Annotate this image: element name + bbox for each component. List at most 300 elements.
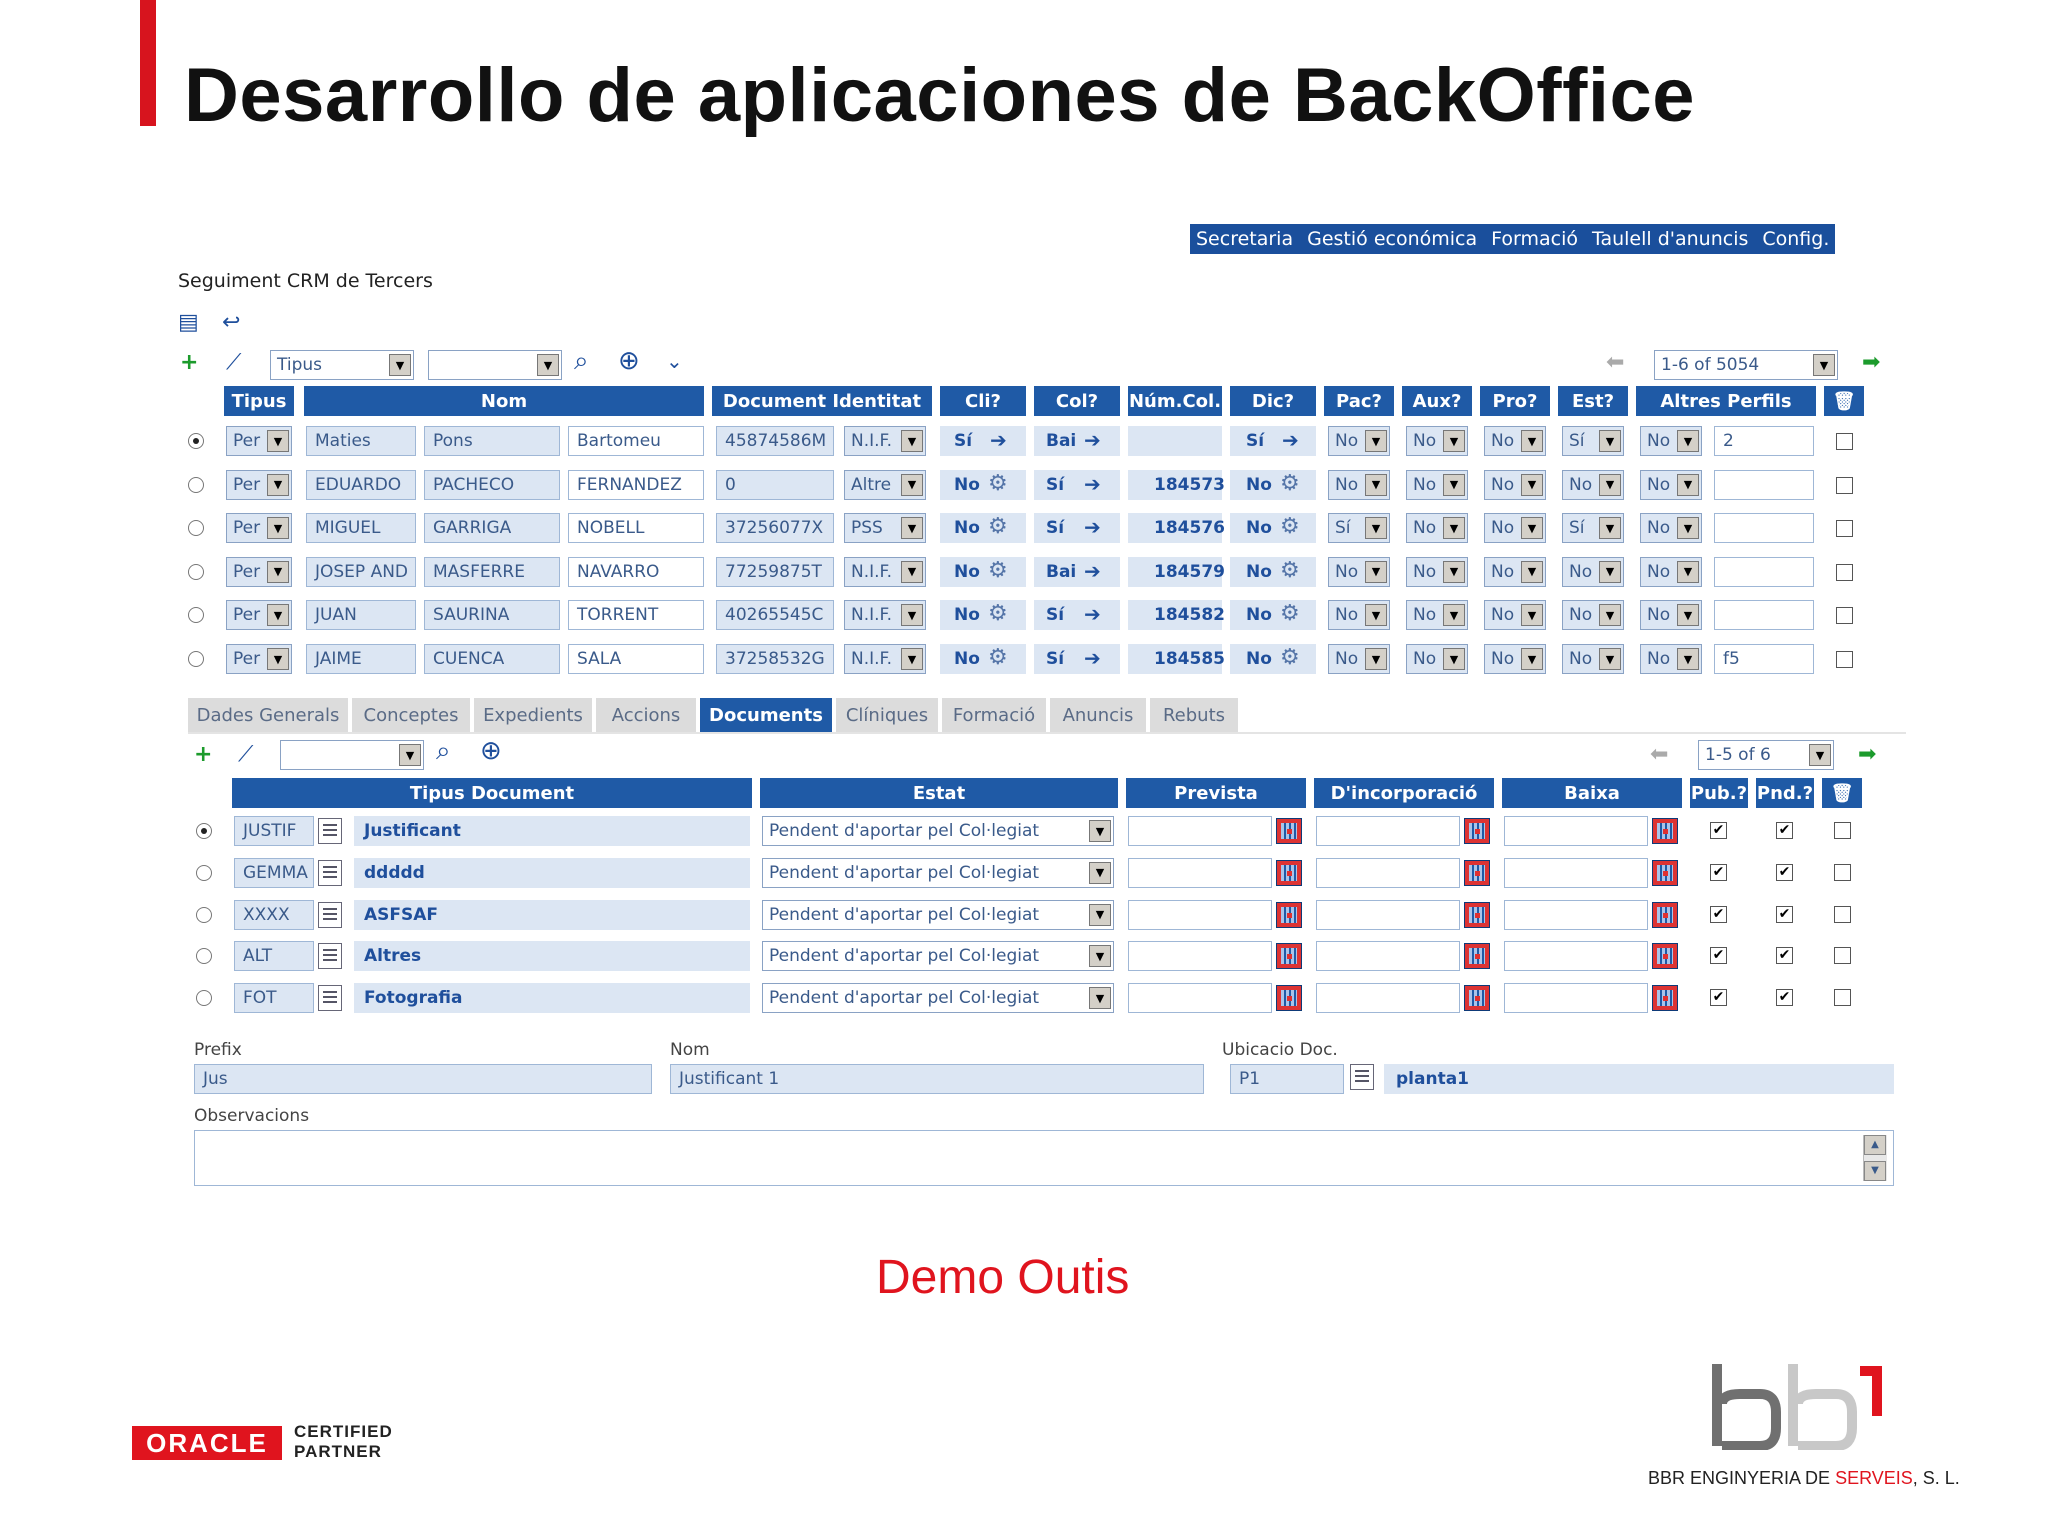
- chevron-down-icon: ▼: [1089, 945, 1111, 967]
- pro-select-value: No: [1491, 561, 1515, 582]
- pro-select-value: No: [1491, 518, 1515, 539]
- row-select-radio[interactable]: [188, 477, 204, 493]
- document-field[interactable]: 40265545C: [716, 600, 834, 630]
- textarea-scrollbar[interactable]: [1863, 1135, 1887, 1181]
- estat-select[interactable]: [762, 983, 1114, 1013]
- pnd-checkbox[interactable]: ✔: [1776, 947, 1793, 964]
- prevista-date-field[interactable]: [1128, 816, 1272, 846]
- nav-config[interactable]: Config.: [1762, 228, 1830, 250]
- calendar-icon[interactable]: [1464, 985, 1490, 1011]
- calendar-icon[interactable]: [1464, 943, 1490, 969]
- pac-select[interactable]: [1328, 557, 1390, 587]
- extra-field[interactable]: [1714, 470, 1814, 500]
- prevista-date-field[interactable]: [1128, 983, 1272, 1013]
- chevron-down-icon: ▼: [1599, 474, 1621, 496]
- altres-select[interactable]: [1640, 470, 1702, 500]
- chevron-down-icon: ▼: [1599, 517, 1621, 539]
- pnd-checkbox[interactable]: ✔: [1776, 906, 1793, 923]
- filter-value-select[interactable]: [428, 350, 562, 380]
- doctype-select-value: N.I.F.: [851, 431, 892, 451]
- estat-select[interactable]: [762, 858, 1114, 888]
- pager-select[interactable]: [1654, 350, 1838, 380]
- chevron-down-icon: ▼: [267, 561, 289, 583]
- chevron-down-icon: ▼: [1677, 561, 1699, 583]
- delete-column-icon[interactable]: 🗑: [1822, 778, 1862, 808]
- col-col[interactable]: Col?: [1034, 386, 1120, 416]
- aux-select[interactable]: [1406, 557, 1468, 587]
- incorporacio-date-field[interactable]: [1316, 983, 1460, 1013]
- numcol-value: 184573: [1154, 474, 1225, 495]
- aux-select[interactable]: [1406, 513, 1468, 543]
- calendar-icon[interactable]: [1652, 860, 1678, 886]
- gear-icon[interactable]: ⚙: [988, 470, 1008, 496]
- doc-code-field[interactable]: ALT: [234, 941, 314, 971]
- col-num-col[interactable]: Núm.Col.: [1128, 386, 1222, 416]
- delete-checkbox[interactable]: [1834, 822, 1851, 839]
- nom-field[interactable]: EDUARDO: [306, 470, 416, 500]
- search-icon[interactable]: ⌕: [574, 346, 589, 376]
- extra-field[interactable]: 2: [1714, 426, 1814, 456]
- baixa-date-field[interactable]: [1504, 983, 1648, 1013]
- incorporacio-date-field[interactable]: [1316, 941, 1460, 971]
- incorporacio-date-field[interactable]: [1316, 900, 1460, 930]
- col-estat[interactable]: Estat: [760, 778, 1118, 808]
- gear-icon[interactable]: ⚙: [1280, 514, 1300, 540]
- est-select[interactable]: [1562, 644, 1624, 674]
- doctype-select[interactable]: [844, 557, 926, 587]
- list-lookup-icon[interactable]: [318, 985, 342, 1011]
- tipus-select[interactable]: [226, 600, 292, 630]
- calendar-icon[interactable]: [1652, 985, 1678, 1011]
- nom-field[interactable]: Justificant 1: [670, 1064, 1204, 1094]
- arrow-right-icon[interactable]: ➔: [990, 428, 1007, 452]
- calendar-icon[interactable]: [1276, 902, 1302, 928]
- gear-icon[interactable]: ⚙: [988, 557, 1008, 583]
- pro-select-value: No: [1491, 431, 1515, 451]
- tipus-select-value: Per: [233, 649, 261, 669]
- aux-select[interactable]: [1406, 644, 1468, 674]
- chevron-down-icon: ▼: [901, 561, 923, 583]
- cognom2-field[interactable]: SALA: [568, 644, 704, 674]
- calendar-icon[interactable]: [1652, 902, 1678, 928]
- gear-icon[interactable]: ⚙: [988, 645, 1008, 670]
- col-altres-perfils[interactable]: Altres Perfils: [1636, 386, 1816, 416]
- tab-anuncis[interactable]: Anuncis: [1050, 698, 1148, 732]
- cognom2-field[interactable]: TORRENT: [568, 600, 704, 630]
- chevron-down-icon: ▼: [1521, 474, 1543, 496]
- chevron-down-icon: ▼: [901, 648, 923, 670]
- gear-icon[interactable]: ⚙: [988, 601, 1008, 627]
- expand-icon[interactable]: ⌄: [666, 349, 683, 373]
- next-page-icon[interactable]: ➡: [1858, 742, 1877, 767]
- chevron-down-icon: ▼: [267, 648, 289, 670]
- pro-select[interactable]: [1484, 426, 1546, 456]
- wand-icon[interactable]: ⟋: [226, 350, 242, 375]
- doc-pager-select[interactable]: [1698, 740, 1834, 770]
- aux-select-value: No: [1413, 605, 1437, 626]
- pro-select-value: No: [1491, 649, 1515, 669]
- doctype-select-value: N.I.F.: [851, 649, 892, 669]
- altres-select[interactable]: [1640, 426, 1702, 456]
- tab-dades-generals[interactable]: Dades Generals: [188, 698, 350, 732]
- pnd-checkbox[interactable]: ✔: [1776, 822, 1793, 839]
- arrow-right-icon[interactable]: ➔: [1084, 471, 1101, 496]
- chevron-down-icon: ▼: [1521, 517, 1543, 539]
- pub-checkbox[interactable]: ✔: [1710, 947, 1727, 964]
- calendar-icon[interactable]: [1652, 818, 1678, 844]
- gear-icon[interactable]: ⚙: [1280, 645, 1300, 670]
- calendar-icon[interactable]: [1652, 943, 1678, 969]
- doctype-select[interactable]: [844, 513, 926, 543]
- delete-checkbox[interactable]: [1834, 947, 1851, 964]
- estat-select-value: Pendent d'aportar pel Col·legiat: [769, 821, 1040, 841]
- numcol-value: 184582: [1154, 605, 1225, 626]
- delete-checkbox[interactable]: [1836, 607, 1853, 624]
- cognom2-field[interactable]: FERNANDEZ: [568, 470, 704, 500]
- delete-checkbox[interactable]: [1836, 477, 1853, 494]
- chevron-down-icon: ▼: [389, 354, 411, 376]
- altres-select[interactable]: [1640, 513, 1702, 543]
- incorporacio-date-field[interactable]: [1316, 816, 1460, 846]
- chevron-down-icon: ▼: [1813, 354, 1835, 376]
- tab-cliniques[interactable]: Clíniques: [836, 698, 940, 732]
- pro-select[interactable]: [1484, 470, 1546, 500]
- dic-value: No: [1246, 474, 1272, 495]
- tab-rebuts[interactable]: Rebuts: [1150, 698, 1240, 732]
- pnd-checkbox[interactable]: ✔: [1776, 989, 1793, 1006]
- delete-checkbox[interactable]: [1834, 989, 1851, 1006]
- col-pub[interactable]: Pub.?: [1690, 778, 1748, 808]
- chevron-down-icon: ▼: [901, 517, 923, 539]
- aux-select[interactable]: [1406, 470, 1468, 500]
- calendar-icon[interactable]: [1276, 943, 1302, 969]
- est-select[interactable]: [1562, 600, 1624, 630]
- cli-cell: [940, 426, 1026, 456]
- scroll-up-icon[interactable]: ▲: [1864, 1135, 1886, 1155]
- calendar-icon[interactable]: [1276, 818, 1302, 844]
- doc-code-field[interactable]: JUSTIF: [234, 816, 314, 846]
- bbr-logo: [1710, 1364, 1890, 1450]
- list-lookup-icon[interactable]: [318, 860, 342, 886]
- chevron-down-icon: ▼: [1443, 474, 1465, 496]
- col-pro[interactable]: Pro?: [1480, 386, 1550, 416]
- pro-select-value: No: [1491, 605, 1515, 626]
- calendar-icon[interactable]: [1464, 860, 1490, 886]
- est-select[interactable]: [1562, 426, 1624, 456]
- cli-value: Sí: [954, 431, 973, 451]
- col-tipus-document[interactable]: Tipus Document: [232, 778, 752, 808]
- zoom-in-icon[interactable]: ⊕: [618, 346, 640, 376]
- estat-select[interactable]: [762, 941, 1114, 971]
- row-select-radio[interactable]: [188, 651, 204, 667]
- doctype-select[interactable]: [844, 470, 926, 500]
- bbr-company-name: [1648, 1468, 1960, 1489]
- pub-checkbox[interactable]: ✔: [1710, 822, 1727, 839]
- incorporacio-date-field[interactable]: [1316, 858, 1460, 888]
- col-prevista[interactable]: Prevista: [1126, 778, 1306, 808]
- doc-row-select-radio[interactable]: [196, 907, 212, 923]
- baixa-date-field[interactable]: [1504, 816, 1648, 846]
- baixa-date-field[interactable]: [1504, 900, 1648, 930]
- document-field[interactable]: 77259875T: [716, 557, 834, 587]
- arrow-right-icon[interactable]: ➔: [1084, 515, 1101, 540]
- tipus-select[interactable]: [226, 470, 292, 500]
- cognom1-field[interactable]: CUENCA: [424, 644, 560, 674]
- arrow-right-icon[interactable]: ➔: [1282, 428, 1299, 452]
- cognom2-field[interactable]: Bartomeu: [568, 426, 704, 456]
- doc-row-select-radio[interactable]: [196, 823, 212, 839]
- estat-select[interactable]: [762, 900, 1114, 930]
- pac-select[interactable]: [1328, 426, 1390, 456]
- col-pnd[interactable]: Pnd.?: [1756, 778, 1814, 808]
- next-page-icon[interactable]: ➡: [1862, 350, 1881, 375]
- arrow-right-icon[interactable]: ➔: [1084, 558, 1101, 583]
- demo-caption: Demo Outis: [876, 1251, 1130, 1304]
- delete-checkbox[interactable]: [1834, 864, 1851, 881]
- add-icon[interactable]: +: [194, 742, 213, 767]
- col-incorporacio[interactable]: D'incorporació: [1314, 778, 1494, 808]
- extra-field[interactable]: [1714, 600, 1814, 630]
- calendar-icon[interactable]: [1276, 985, 1302, 1011]
- pro-select[interactable]: [1484, 513, 1546, 543]
- delete-checkbox[interactable]: [1836, 433, 1853, 450]
- altres-select[interactable]: [1640, 644, 1702, 674]
- add-icon[interactable]: +: [180, 350, 199, 375]
- altres-select-value: No: [1647, 431, 1671, 451]
- aux-select[interactable]: [1406, 600, 1468, 630]
- nom-field[interactable]: MIGUEL: [306, 513, 416, 543]
- extra-field[interactable]: [1714, 513, 1814, 543]
- cli-value: No: [954, 649, 980, 669]
- list-lookup-icon[interactable]: [318, 902, 342, 928]
- delete-column-icon[interactable]: 🗑: [1824, 386, 1864, 416]
- prevista-date-field[interactable]: [1128, 900, 1272, 930]
- chevron-down-icon: ▼: [267, 474, 289, 496]
- tipus-select-value: Per: [233, 561, 261, 582]
- dic-cell: [1230, 557, 1316, 587]
- extra-field[interactable]: [1714, 557, 1814, 587]
- pro-select[interactable]: [1484, 644, 1546, 674]
- nav-secretaria[interactable]: Secretaria: [1196, 228, 1294, 250]
- tab-documents[interactable]: Documents: [700, 698, 834, 732]
- aux-select-value: No: [1413, 649, 1437, 669]
- nom-field[interactable]: JAIME: [306, 644, 416, 674]
- extra-field[interactable]: f5: [1714, 644, 1814, 674]
- delete-checkbox[interactable]: [1834, 906, 1851, 923]
- pro-select[interactable]: [1484, 600, 1546, 630]
- list-lookup-icon[interactable]: [318, 943, 342, 969]
- doc-row-select-radio[interactable]: [196, 948, 212, 964]
- calendar-icon[interactable]: [1464, 902, 1490, 928]
- document-field[interactable]: 45874586M: [716, 426, 834, 456]
- page-title: Seguiment CRM de Tercers: [178, 270, 433, 292]
- pnd-checkbox[interactable]: ✔: [1776, 864, 1793, 881]
- chevron-down-icon: ▼: [1809, 744, 1831, 766]
- tipus-select[interactable]: [226, 644, 292, 674]
- tab-divider: [188, 732, 1906, 734]
- aux-select-value: No: [1413, 518, 1437, 539]
- cognom1-field[interactable]: MASFERRE: [424, 557, 560, 587]
- nav-formacio[interactable]: Formació: [1491, 228, 1578, 250]
- list-lookup-icon[interactable]: [318, 818, 342, 844]
- altres-select[interactable]: [1640, 600, 1702, 630]
- prevista-date-field[interactable]: [1128, 858, 1272, 888]
- doc-filter-select[interactable]: [280, 740, 424, 770]
- gear-icon[interactable]: ⚙: [1280, 601, 1300, 627]
- tipus-select[interactable]: [226, 513, 292, 543]
- cognom2-field[interactable]: NOBELL: [568, 513, 704, 543]
- numcol-value: 184585: [1154, 649, 1225, 669]
- col-pac[interactable]: Pac?: [1324, 386, 1394, 416]
- aux-select-value: No: [1413, 561, 1437, 582]
- pac-select[interactable]: [1328, 513, 1390, 543]
- cognom1-field[interactable]: GARRIGA: [424, 513, 560, 543]
- row-select-radio[interactable]: [188, 433, 204, 449]
- delete-checkbox[interactable]: [1836, 564, 1853, 581]
- tipus-select[interactable]: [226, 557, 292, 587]
- doc-row-select-radio[interactable]: [196, 865, 212, 881]
- pac-select[interactable]: [1328, 644, 1390, 674]
- tab-formacio[interactable]: Formació: [942, 698, 1048, 732]
- cli-cell: [940, 644, 1026, 674]
- zoom-in-icon[interactable]: ⊕: [480, 736, 502, 766]
- row-select-radio[interactable]: [188, 520, 204, 536]
- ubicacio-code-field[interactable]: P1: [1230, 1064, 1344, 1094]
- tab-conceptes[interactable]: Conceptes: [352, 698, 472, 732]
- doctype-select[interactable]: [844, 644, 926, 674]
- prevista-date-field[interactable]: [1128, 941, 1272, 971]
- calendar-icon[interactable]: [1276, 860, 1302, 886]
- arrow-right-icon[interactable]: ➔: [1084, 646, 1101, 670]
- document-field[interactable]: 0: [716, 470, 834, 500]
- chevron-down-icon: ▼: [1443, 561, 1465, 583]
- col-aux[interactable]: Aux?: [1402, 386, 1472, 416]
- chevron-down-icon: ▼: [1365, 561, 1387, 583]
- cognom1-field[interactable]: Pons: [424, 426, 560, 456]
- col-cli[interactable]: Cli?: [940, 386, 1026, 416]
- est-select[interactable]: [1562, 557, 1624, 587]
- pub-checkbox[interactable]: ✔: [1710, 864, 1727, 881]
- observacions-textarea[interactable]: [194, 1130, 1894, 1186]
- cognom1-field[interactable]: PACHECO: [424, 470, 560, 500]
- back-icon[interactable]: ↩: [222, 310, 241, 335]
- nav-taulell-anuncis[interactable]: Taulell d'anuncis: [1591, 228, 1749, 250]
- document-field[interactable]: 37258532G: [716, 644, 834, 674]
- save-icon[interactable]: ▤: [178, 310, 199, 335]
- chevron-down-icon: ▼: [1443, 604, 1465, 626]
- chevron-down-icon: ▼: [1443, 430, 1465, 452]
- document-field[interactable]: 37256077X: [716, 513, 834, 543]
- dic-value: No: [1246, 561, 1272, 582]
- search-icon[interactable]: ⌕: [436, 736, 451, 766]
- nom-field[interactable]: Maties: [306, 426, 416, 456]
- tab-accions[interactable]: Accions: [596, 698, 698, 732]
- pac-select[interactable]: [1328, 600, 1390, 630]
- arrow-right-icon[interactable]: ➔: [1084, 428, 1101, 452]
- nom-field[interactable]: JOSEP AND: [306, 557, 416, 587]
- doc-code-field[interactable]: XXXX: [234, 900, 314, 930]
- col-est[interactable]: Est?: [1558, 386, 1628, 416]
- prev-page-icon[interactable]: ⬅: [1650, 742, 1669, 767]
- prev-page-icon[interactable]: ⬅: [1606, 350, 1625, 375]
- doctype-select[interactable]: [844, 600, 926, 630]
- pac-select-value: Sí: [1335, 518, 1351, 539]
- baixa-date-field[interactable]: [1504, 941, 1648, 971]
- doc-row-select-radio[interactable]: [196, 990, 212, 1006]
- dic-value: No: [1246, 605, 1272, 626]
- doctype-select[interactable]: [844, 426, 926, 456]
- cognom1-field[interactable]: SAURINA: [424, 600, 560, 630]
- arrow-right-icon[interactable]: ➔: [1084, 602, 1101, 627]
- chevron-down-icon: ▼: [1089, 820, 1111, 842]
- gear-icon[interactable]: ⚙: [1280, 557, 1300, 583]
- gear-icon[interactable]: ⚙: [1280, 470, 1300, 496]
- col-document-identitat[interactable]: Document Identitat: [712, 386, 932, 416]
- est-select[interactable]: [1562, 513, 1624, 543]
- col-value: Sí: [1046, 605, 1065, 626]
- cognom2-field[interactable]: NAVARRO: [568, 557, 704, 587]
- wand-icon[interactable]: ⟋: [238, 742, 254, 767]
- tipus-select-value: Per: [233, 474, 261, 495]
- scroll-down-icon[interactable]: ▼: [1864, 1161, 1886, 1181]
- calendar-icon[interactable]: [1464, 818, 1490, 844]
- col-dic[interactable]: Dic?: [1230, 386, 1316, 416]
- baixa-date-field[interactable]: [1504, 858, 1648, 888]
- est-select[interactable]: [1562, 470, 1624, 500]
- ubicacio-label: Ubicacio Doc.: [1222, 1040, 1338, 1060]
- row-select-radio[interactable]: [188, 564, 204, 580]
- estat-select[interactable]: [762, 816, 1114, 846]
- col-tipus[interactable]: Tipus: [224, 386, 294, 416]
- cli-value: No: [954, 605, 980, 626]
- tab-expedients[interactable]: Expedients: [474, 698, 594, 732]
- est-select-value: No: [1569, 561, 1593, 582]
- bbr-name-part1: BBR ENGINYERIA DE: [1648, 1468, 1836, 1488]
- tipus-select-value: Per: [233, 518, 261, 539]
- doc-code-field[interactable]: FOT: [234, 983, 314, 1013]
- pac-select-value: No: [1335, 431, 1359, 451]
- col-nom[interactable]: Nom: [304, 386, 704, 416]
- pro-select[interactable]: [1484, 557, 1546, 587]
- aux-select[interactable]: [1406, 426, 1468, 456]
- pac-select-value: No: [1335, 474, 1359, 495]
- gear-icon[interactable]: ⚙: [988, 514, 1008, 540]
- numcol-value: 184579: [1154, 561, 1225, 582]
- bbr-name-part3: , S. L.: [1912, 1468, 1960, 1488]
- altres-select-value: No: [1647, 605, 1671, 626]
- prefix-field[interactable]: Jus: [194, 1064, 652, 1094]
- tipus-select[interactable]: [226, 426, 292, 456]
- filter-select[interactable]: [270, 350, 414, 380]
- delete-checkbox[interactable]: [1836, 651, 1853, 668]
- list-lookup-icon[interactable]: [1350, 1064, 1374, 1090]
- row-select-radio[interactable]: [188, 607, 204, 623]
- dic-cell: [1230, 600, 1316, 630]
- nav-gestio-economica[interactable]: Gestió económica: [1307, 228, 1478, 250]
- doc-code-field[interactable]: GEMMA: [234, 858, 314, 888]
- pub-checkbox[interactable]: ✔: [1710, 906, 1727, 923]
- altres-select-value: No: [1647, 649, 1671, 669]
- pac-select[interactable]: [1328, 470, 1390, 500]
- doctype-select-value: Altre: [851, 474, 892, 495]
- doc-pager-value: 1-5 of 6: [1705, 745, 1771, 765]
- delete-checkbox[interactable]: [1836, 520, 1853, 537]
- nom-field[interactable]: JUAN: [306, 600, 416, 630]
- pub-checkbox[interactable]: ✔: [1710, 989, 1727, 1006]
- chevron-down-icon: ▼: [1365, 430, 1387, 452]
- col-baixa[interactable]: Baixa: [1502, 778, 1682, 808]
- altres-select[interactable]: [1640, 557, 1702, 587]
